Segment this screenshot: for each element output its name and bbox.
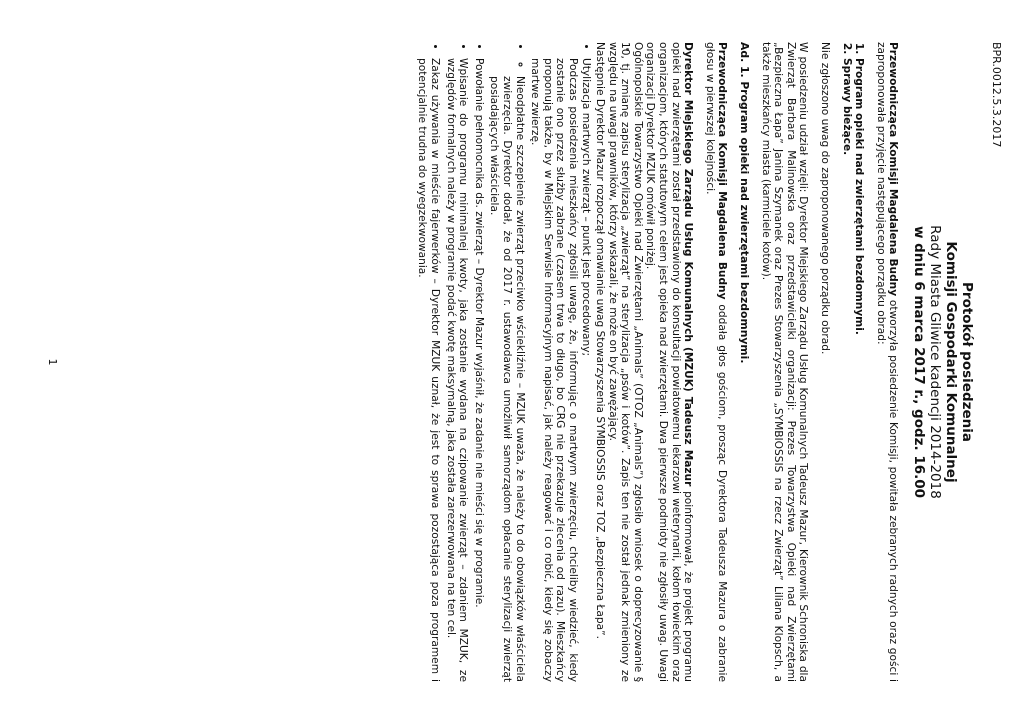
director-name: Dyrektor Miejskiego Zarządu Usług Komunalnych (MZUK) Tadeusz Mazur [682, 42, 695, 487]
otoz-paragraph: Ogólnopolskie Towarzystwo Opieki nad Zwierzętami „Animals” (OTOZ „Animals”) zgłosiło wniosek o doprecyzowanie § 10, tj. zmianę zapisu sterylizacja „zwierząt” na sterylizacja „psów i kotów”. Zapis ten nie został jednak zmieniony ze względu na uwagi prawników, którzy wskazali, że może on być zawężający. [606, 42, 644, 682]
page-number: 1 [46, 358, 59, 366]
agenda-item: 2. Sprawy bieżące. [840, 58, 853, 682]
list-item [529, 58, 592, 682]
sublist-item: ◦ • Nieodpłatne szczepienie zwierząt przeciwko wściekliźnie – MZUK uważa, że należy to do obowiązków właściciela zwierzęcia. Dyrektor dodał, że od 2017 r. ustawodawca umożliwił samorządom opłacanie sterylizacji zwierząt posiadających właściciela. [488, 76, 526, 682]
attendance-paragraph: W posiedzeniu udział wzięli: Dyrektor Miejskiego Zarządu Usług Komunalnych Tadeusz Mazur, Kierownik Schroniska dla Zwierząt Barbara Malinowska oraz przedstawicielki organizacji: Prezes Towarzystwa Opieki nad Zwierzętami „Bezpieczna Łapa” Janina Szymanek oraz Prezes Stowarzyszenia „SYMBIOSSIS na rzecz Zwierząt” Liliana Klopsch, a także mieszkańcy miasta (karmiciele kotów). [759, 42, 810, 682]
chair-paragraph [703, 42, 728, 682]
list-item: • Zakaz używania w mieście fajerwerków – Dyrektor MZUK uznał, że jest to sprawa pozostająca poza programem i potencjalnie trudna do wyegzekwowania. [416, 58, 441, 682]
no-remarks-text: Nie zgłoszono uwag do zaproponowanego porządku obrad. [819, 42, 832, 355]
reference-number: BPR.0012.5.3.2017 [990, 42, 1003, 148]
director-text: poinformował, że projekt programu opieki nad zwierzętami został przedstawiony do konsultacji powiatowemu lekarzowi weterynarii, kołom łowieckim oraz organizacjom, których statutowym celem jest opieka nad zwierzętami. Dwa pierwsze podmioty nie zgłosiły uwag. Uwagi organizacji Dyrektor MZUK omówił poniżej. [644, 42, 695, 682]
chair-text: oddała głos gościom, prosząc Dyrektora Tadeusza Mazura o zabranie głosu w pierwszej kolejności. [703, 42, 729, 683]
document-title: Protokół posiedzenia [959, 282, 976, 442]
chair-name-2: Przewodnicząca Komisji Magdalena Budny [716, 42, 729, 300]
opening-text: otworzyła posiedzenie Komisji, powitała zebranych radnych oraz gości i zaproponowała przyjęcie następującego porządku obrad: [874, 42, 900, 682]
agenda-list [840, 42, 865, 682]
list-item-continuation: Podczas posiedzenia mieszkańcy zgłosili uwagę, że, informując o martwym zwierzęciu, chcieliby wiedzieć, kiedy zostanie ono przez służby zabrane (czasem trwa to długo, bo CRG nie przekazuje zlecenia od razu). Mieszkańcy proponują także, by w Miejskim Serwisie Informacyjnym napisać, jak należy reagować i co robić, kiedy się zobaczy martwe zwierzę. [529, 58, 579, 682]
remarks-list [416, 42, 592, 682]
list-item: • Powołanie pełnomocnika ds. zwierząt – Dyrektor Mazur wyjaśnił, że zadanie nie mieści się w programie. [472, 58, 485, 682]
sublist [488, 58, 526, 682]
meeting-date: w dniu 6 marca 2017 r., godz. 16.00 [911, 225, 928, 499]
list-item: • Wpisanie do programu minimalnej kwoty, jaka zostanie wydana na czipowanie zwierząt – zdaniem MZUK, ze względów formalnych należy w programie podać kwotę maksymalną, jaka została zarezerwowana na ten cel. [444, 58, 469, 682]
committee-name: Komisji Gospodarki Komunalnej [943, 241, 960, 483]
chair-name: Przewodnicząca Komisji Magdalena Budny [887, 42, 900, 297]
next-paragraph: Następnie Dyrektor Mazur rozpoczął omawianie uwag Stowarzyszenia SYMBIOSSIS oraz TOZ „Bezpieczna Łapa”. [594, 42, 607, 639]
agenda-item: 1. Program opieki nad zwierzętami bezdomnymi. [853, 58, 866, 682]
director-paragraph [644, 42, 694, 682]
list-item [488, 58, 526, 682]
section-heading: Ad. 1. Program opieki nad zwierzętami bezdomnymi. [738, 42, 752, 364]
opening-paragraph [874, 42, 899, 682]
document-content [410, 42, 1002, 682]
council-term: Rady Miasta Gliwice kadencji 2014-2018 [927, 225, 944, 499]
list-item-text: Utylizacja martwych zwierząt – punkt jest procedowany; [579, 58, 592, 357]
